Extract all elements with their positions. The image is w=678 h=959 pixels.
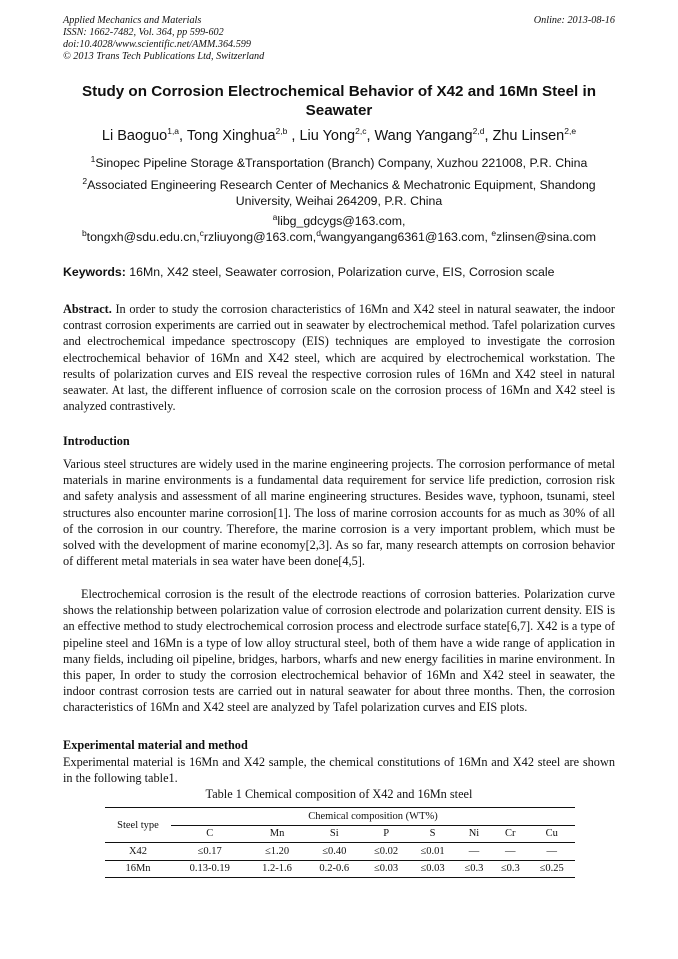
column-header: P	[363, 825, 409, 843]
table-cell: 1.2-1.6	[262, 863, 292, 875]
column-header: Ni	[456, 825, 492, 843]
table-cell: —	[546, 845, 557, 857]
column-header: Si	[306, 825, 363, 843]
abstract-text: In order to study the corrosion characteristics of 16Mn and X42 steel in natural seawater, the indoor contrast corrosion experiments are carried out in seawater by electrochemical method. Tafel polarization curves and electrochemical impedance spectroscopy (EIS) techniques are employed to investigate the corrosion electrochemical behavior of 16Mn and X42 steel, which are acquired by electrochemical workstation. The results of polarization curves and EIS reveal the respective corrosion rules of 16Mn and X42 steel in natural seawater. At last, the different influence of corrosion scale on the corrosion process of 16Mn and X42 steel is analyzed contrastively.	[63, 302, 615, 414]
table-cell: —	[505, 845, 516, 857]
affiliation-sup: 2	[82, 175, 88, 186]
affiliation-text: Associated Engineering Research Center of Mechanics & Mechatronic Equipment, Shandong University, Weihai 264209, P.R. China	[87, 178, 596, 208]
column-header: Mn	[248, 825, 305, 843]
table-cell: 0.13-0.19	[189, 863, 230, 875]
online-date: Online: 2013-08-16	[533, 15, 615, 26]
email-line-1	[40, 211, 638, 229]
introduction-paragraph-2: Electrochemical corrosion is the result of the electrode reactions of corrosion batteries. Polarization curve shows the relationship between polarization value of corrosion electrode and polarization current density. EIS is an effective method to study electrochemical corrosion process and electrode surface state[6,7]. X42 is a type of pipeline steel and 16Mn is a type of low alloy structural steel, both of them have a wide range of application in many fields, including oil pipeline, bridges, harbors, wharfs and new energy facilities in marine environment. In this paper, In order to study the corrosion electrochemical behavior of 16Mn and X42 steel in seawater, the indoor contrast corrosion tests are carried out in natural seawater for about three months. Then, the corrosion characteristics of 16Mn and X42 steel are analyzed by Tafel polarization curves and EIS plots.	[63, 587, 615, 715]
email-sup: c	[199, 227, 204, 238]
table-cell: ≤0.03	[420, 863, 445, 875]
journal-name: Applied Mechanics and Materials	[63, 15, 202, 26]
introduction-paragraph-1: Various steel structures are widely used in the marine engineering projects. The corrosion performance of metal materials in marine environments is a fundamental data requirement for service life prediction, corrosion risk and safety analysis and assessment of all marine engineering structures. Besides wave, typhoon, tsunami, steel structures also encounter marine corrosion[1]. The loss of marine corrosion accounts for as much as 30% of all of the corrosion in our country. Therefore, the marine corrosion is a very important problem, which must be solved with the development of marine economy[2,3]. As so far, many research attempts on corrosion behavior of different metal materials in sea water have been done[4,5].	[63, 457, 615, 569]
email-address: wangyangang6361@163.com,	[320, 230, 492, 244]
experimental-heading: Experimental material and method	[63, 738, 248, 752]
email-address: zlinsen@sina.com	[496, 230, 597, 244]
author-sep: ,	[179, 128, 187, 144]
keywords-label: Keywords:	[63, 265, 126, 279]
email-line-2	[40, 227, 638, 245]
email-sup: a	[272, 211, 278, 222]
column-group-header: Chemical composition (WT%)	[171, 808, 575, 826]
table-cell: ≤0.01	[420, 845, 445, 857]
table-subheader-row	[105, 825, 575, 843]
column-header: Cu	[528, 825, 575, 843]
author-sep: ,	[366, 128, 375, 144]
email-address: libg_gdcygs@163.com,	[277, 214, 406, 228]
issn-line: ISSN: 1662-7482, Vol. 364, pp 599-602	[63, 27, 224, 38]
table-cell: ≤1.20	[264, 845, 290, 857]
table-cell: X42	[128, 845, 148, 857]
table-cell: ≤0.3	[464, 863, 484, 875]
table-header-row	[105, 808, 575, 826]
copyright-line: © 2013 Trans Tech Publications Ltd, Switzerland	[63, 51, 265, 62]
author-name: Wang Yangang	[374, 128, 473, 144]
author-name: Li Baoguo	[101, 128, 168, 144]
affiliation-1	[63, 153, 615, 172]
author-sup: 2,e	[564, 126, 577, 137]
introduction-heading: Introduction	[63, 434, 130, 448]
affiliation-2	[63, 175, 615, 209]
author-sup: 1,a	[167, 126, 180, 137]
table-cell: ≤0.03	[374, 863, 399, 875]
table-cell: ≤0.17	[197, 845, 222, 857]
email-sup: e	[491, 227, 497, 238]
table-row	[105, 843, 575, 861]
column-header: Cr	[492, 825, 528, 843]
table-row	[105, 860, 575, 878]
author-name: Liu Yong	[299, 128, 356, 144]
email-address: tongxh@sdu.edu.cn,	[86, 230, 200, 244]
author-list	[40, 128, 638, 144]
table-cell: 16Mn	[125, 863, 151, 875]
table-cell: 0.2-0.6	[319, 863, 350, 875]
keywords	[63, 265, 623, 279]
doi-line: doi:10.4028/www.scientific.net/AMM.364.599	[63, 39, 251, 50]
author-name: Tong Xinghua	[186, 128, 276, 144]
table-caption: Table 1 Chemical composition of X42 and 16Mn steel	[205, 787, 473, 801]
keywords-text: 16Mn, X42 steel, Seawater corrosion, Polarization curve, EIS, Corrosion scale	[125, 265, 555, 279]
affiliation-text: Sinopec Pipeline Storage &Transportation (Branch) Company, Xuzhou 221008, P.R. China	[95, 156, 588, 170]
experimental-paragraph-1: Experimental material is 16Mn and X42 sample, the chemical constitutions of 16Mn and X42 steel are shown in the following table1.	[63, 755, 615, 786]
column-header: C	[171, 825, 248, 843]
email-sup: b	[81, 227, 87, 238]
author-sep: ,	[287, 128, 300, 144]
journal-header	[63, 15, 264, 63]
email-sup: d	[316, 227, 321, 238]
author-name: Zhu Linsen	[492, 128, 565, 144]
author-sep: ,	[484, 128, 493, 144]
abstract-label: Abstract.	[63, 302, 112, 316]
author-sup: 2,c	[355, 126, 367, 137]
table-cell: ≤0.40	[322, 845, 347, 857]
author-sup: 2,d	[472, 126, 485, 137]
paper-title: Study on Corrosion Electrochemical Behavior of X42 and 16Mn Steel in Seawater	[82, 83, 596, 119]
chemical-composition-table	[105, 807, 575, 878]
table-cell: ≤0.02	[374, 845, 399, 857]
author-sup: 2,b	[275, 126, 288, 137]
table-cell: —	[468, 845, 480, 857]
column-header: S	[409, 825, 455, 843]
column-header-steel-type: Steel type	[105, 808, 171, 843]
table-cell: ≤0.3	[500, 863, 520, 875]
table-cell: ≤0.25	[539, 863, 564, 875]
affiliation-sup: 1	[90, 153, 96, 164]
email-address: rzliuyong@163.com,	[203, 230, 317, 244]
abstract	[63, 301, 615, 414]
